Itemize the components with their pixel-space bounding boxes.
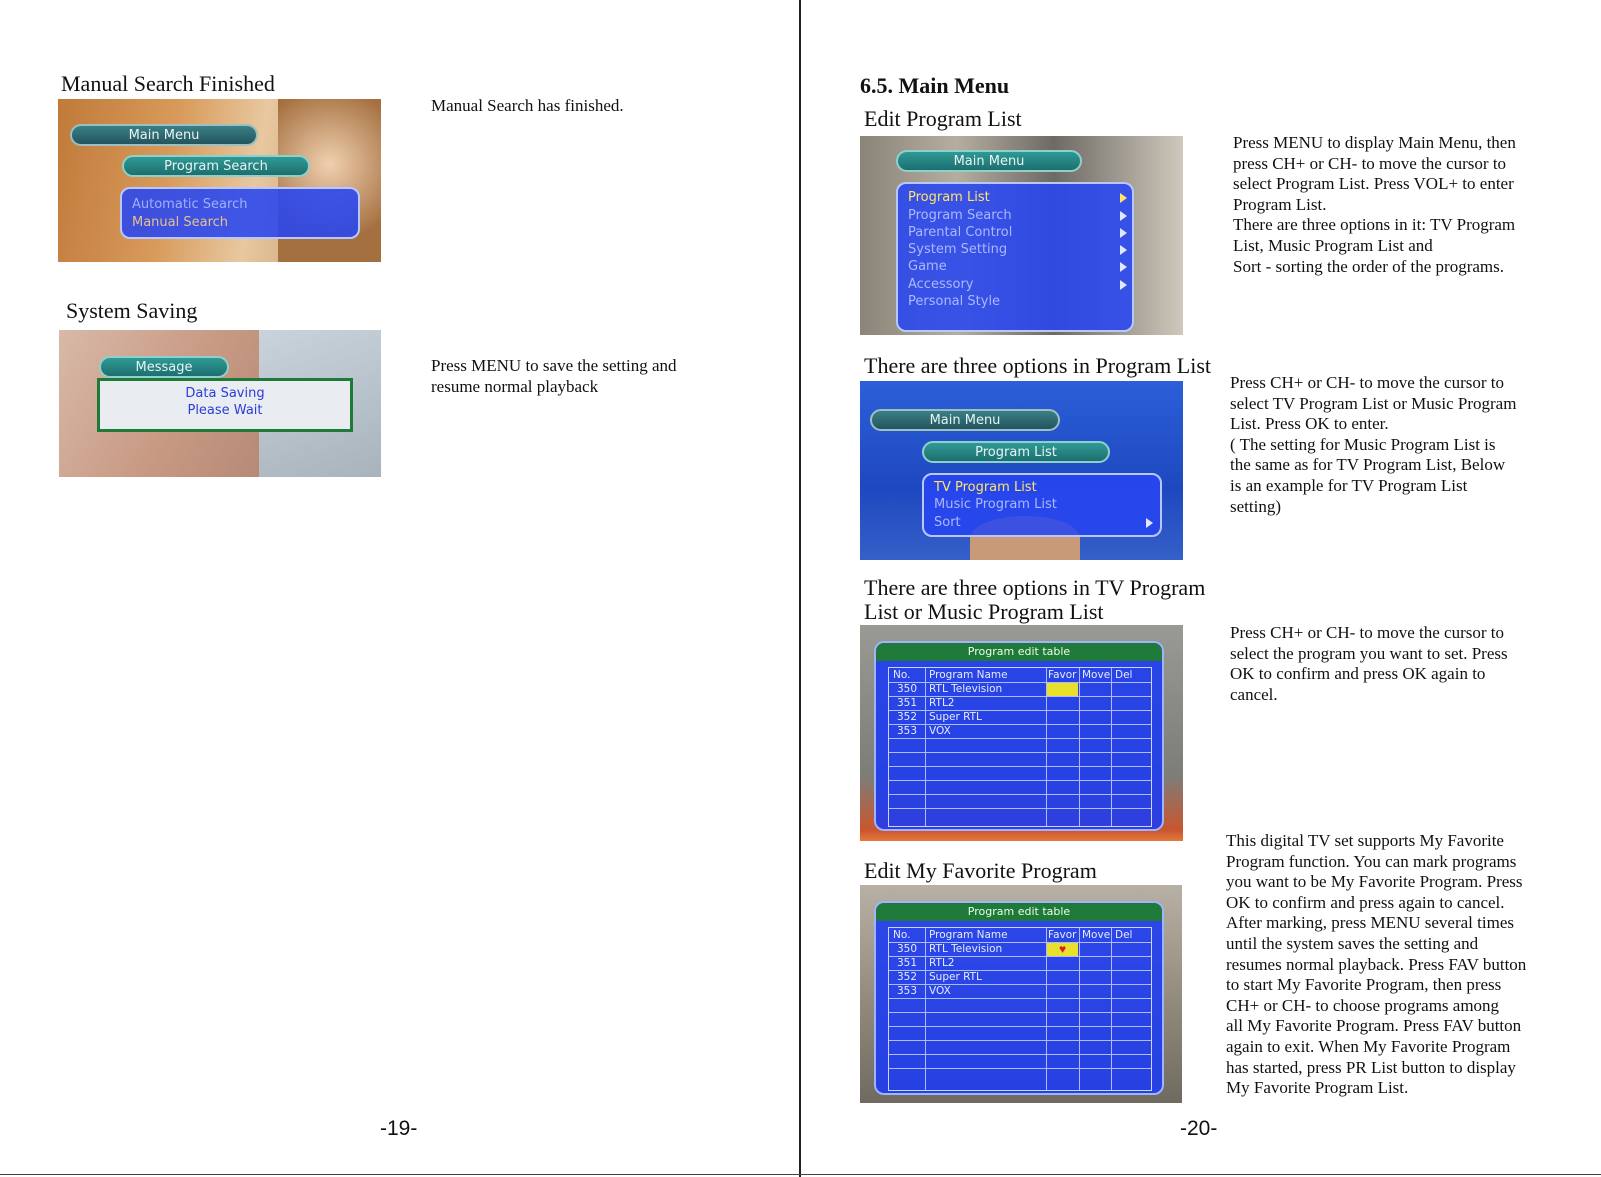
header-program-name: Program Name [929, 669, 1008, 681]
text-manual-search-finished: Manual Search has finished. [431, 96, 624, 115]
row-name: Super RTL [929, 711, 982, 723]
screenshot-program-edit-table [860, 625, 1183, 841]
message-line-1: Data Saving [185, 386, 265, 401]
menu-item-parental-control: Parental Control [908, 225, 1013, 240]
chevron-right-icon [1120, 245, 1127, 255]
header-del: Del [1115, 929, 1133, 941]
screenshot-favorite-edit-table [860, 885, 1182, 1103]
section-title-main-menu: 6.5. Main Menu [860, 73, 1010, 98]
menu-item-music-program-list: Music Program List [934, 497, 1057, 512]
header-favor: Favor [1048, 669, 1077, 681]
header-no: No. [893, 669, 911, 681]
caption-system-saving: System Saving [66, 298, 198, 323]
menu-item-game: Game [908, 259, 947, 274]
header-del: Del [1115, 669, 1133, 681]
header-no: No. [893, 929, 911, 941]
row-no: 352 [897, 711, 918, 723]
caption-manual-search-finished: Manual Search Finished [61, 71, 275, 96]
menu-item-personal-style: Personal Style [908, 294, 1001, 309]
text-edit-my-favorite-program: This digital TV set supports My Favorite Program function. You can mark programs you want to be My Favorite Program. Press OK to confirm and press again to cancel. After marking, press MENU several times until the system saves the setting and resumes normal playback. Press FAV button to start My Favorite Program, then press CH+ or CH- to choose programs among all My Favorite Program. Press FAV button again to exit. When My Favorite Program has started, press PR List button to display My Favorite Program List. [1226, 831, 1527, 1098]
caption-edit-program-list: Edit Program List [864, 106, 1022, 131]
table-title: Program edit table [876, 903, 1162, 921]
program-list-submenu [922, 473, 1162, 537]
text-edit-program-list: Press MENU to display Main Menu, then press CH+ or CH- to move the cursor to select Program List. Press VOL+ to enter Program List. There are three options in it: TV Program List, Music Program List and Sort - sorting the order of the programs. [1233, 133, 1516, 276]
caption-edit-my-favorite-program: Edit My Favorite Program [864, 858, 1097, 883]
header-favor: Favor [1048, 929, 1077, 941]
header-move: Move [1082, 929, 1111, 941]
row-name: RTL2 [929, 697, 955, 709]
row-name: VOX [929, 725, 951, 737]
screenshot-manual-search [58, 99, 381, 262]
message-box [97, 378, 353, 432]
page-number-20: -20- [1180, 1117, 1218, 1140]
screenshot-system-saving [59, 330, 381, 477]
menu-item-program-search: Program Search [908, 208, 1012, 223]
row-name: RTL2 [929, 957, 955, 969]
row-name: Super RTL [929, 971, 982, 983]
bottom-rule [0, 1174, 1601, 1175]
favorite-edit-grid [888, 927, 1152, 1091]
caption-three-options-tv-list-1: There are three options in TV Program [864, 575, 1206, 600]
caption-three-options-tv-list-2: List or Music Program List [864, 599, 1104, 624]
header-program-name: Program Name [929, 929, 1008, 941]
chevron-right-icon [1146, 518, 1153, 528]
row-no: 353 [897, 985, 918, 997]
menu-item-system-setting: System Setting [908, 242, 1008, 257]
row-name: RTL Television [929, 943, 1003, 955]
caption-three-options-program-list: There are three options in Program List [864, 353, 1212, 378]
page-divider [799, 0, 801, 1177]
main-menu-pill: Main Menu [70, 124, 258, 146]
row-no: 350 [897, 683, 918, 695]
row-no: 351 [897, 957, 918, 969]
row-no: 353 [897, 725, 918, 737]
chevron-right-icon [1120, 193, 1127, 203]
menu-item-accessory: Accessory [908, 277, 974, 292]
row-no: 352 [897, 971, 918, 983]
chevron-right-icon [1120, 211, 1127, 221]
chevron-right-icon [1120, 262, 1127, 272]
favorite-edit-panel [874, 901, 1164, 1095]
chevron-right-icon [1120, 280, 1127, 290]
main-menu-pill: Main Menu [896, 150, 1082, 172]
row-no: 350 [897, 943, 918, 955]
favor-cursor [1047, 683, 1078, 696]
header-move: Move [1082, 669, 1111, 681]
heart-icon: ♥ [1047, 943, 1078, 956]
menu-item-manual-search: Manual Search [132, 215, 229, 230]
text-system-saving: Press MENU to save the setting and resume normal playback [431, 356, 677, 396]
page-number-19: -19- [380, 1117, 418, 1140]
menu-item-tv-program-list: TV Program List [934, 480, 1037, 495]
row-no: 351 [897, 697, 918, 709]
chevron-right-icon [1120, 228, 1127, 238]
program-edit-grid [888, 667, 1152, 827]
row-name: RTL Television [929, 683, 1003, 695]
menu-item-sort: Sort [934, 515, 961, 530]
text-three-options-tv-list: Press CH+ or CH- to move the cursor to select the program you want to set. Press OK to confirm and press OK again to cancel. [1230, 623, 1508, 704]
message-line-2: Please Wait [187, 403, 263, 418]
screenshot-program-list [860, 381, 1183, 560]
main-menu-list [896, 182, 1134, 332]
program-edit-panel [874, 641, 1164, 831]
menu-item-automatic-search: Automatic Search [132, 197, 248, 212]
program-list-pill: Program List [922, 441, 1110, 463]
table-title: Program edit table [876, 643, 1162, 661]
search-submenu [120, 187, 360, 239]
screenshot-main-menu [860, 136, 1183, 335]
menu-item-program-list: Program List [908, 190, 990, 205]
message-title: Message [99, 356, 229, 378]
program-search-pill: Program Search [122, 155, 310, 177]
text-three-options-program-list: Press CH+ or CH- to move the cursor to select TV Program List or Music Program List. Press OK to enter. ( The setting for Music Program List is the same as for TV Program List, Below is an example for TV Program List setting) [1230, 373, 1517, 516]
main-menu-pill: Main Menu [870, 409, 1060, 431]
row-name: VOX [929, 985, 951, 997]
